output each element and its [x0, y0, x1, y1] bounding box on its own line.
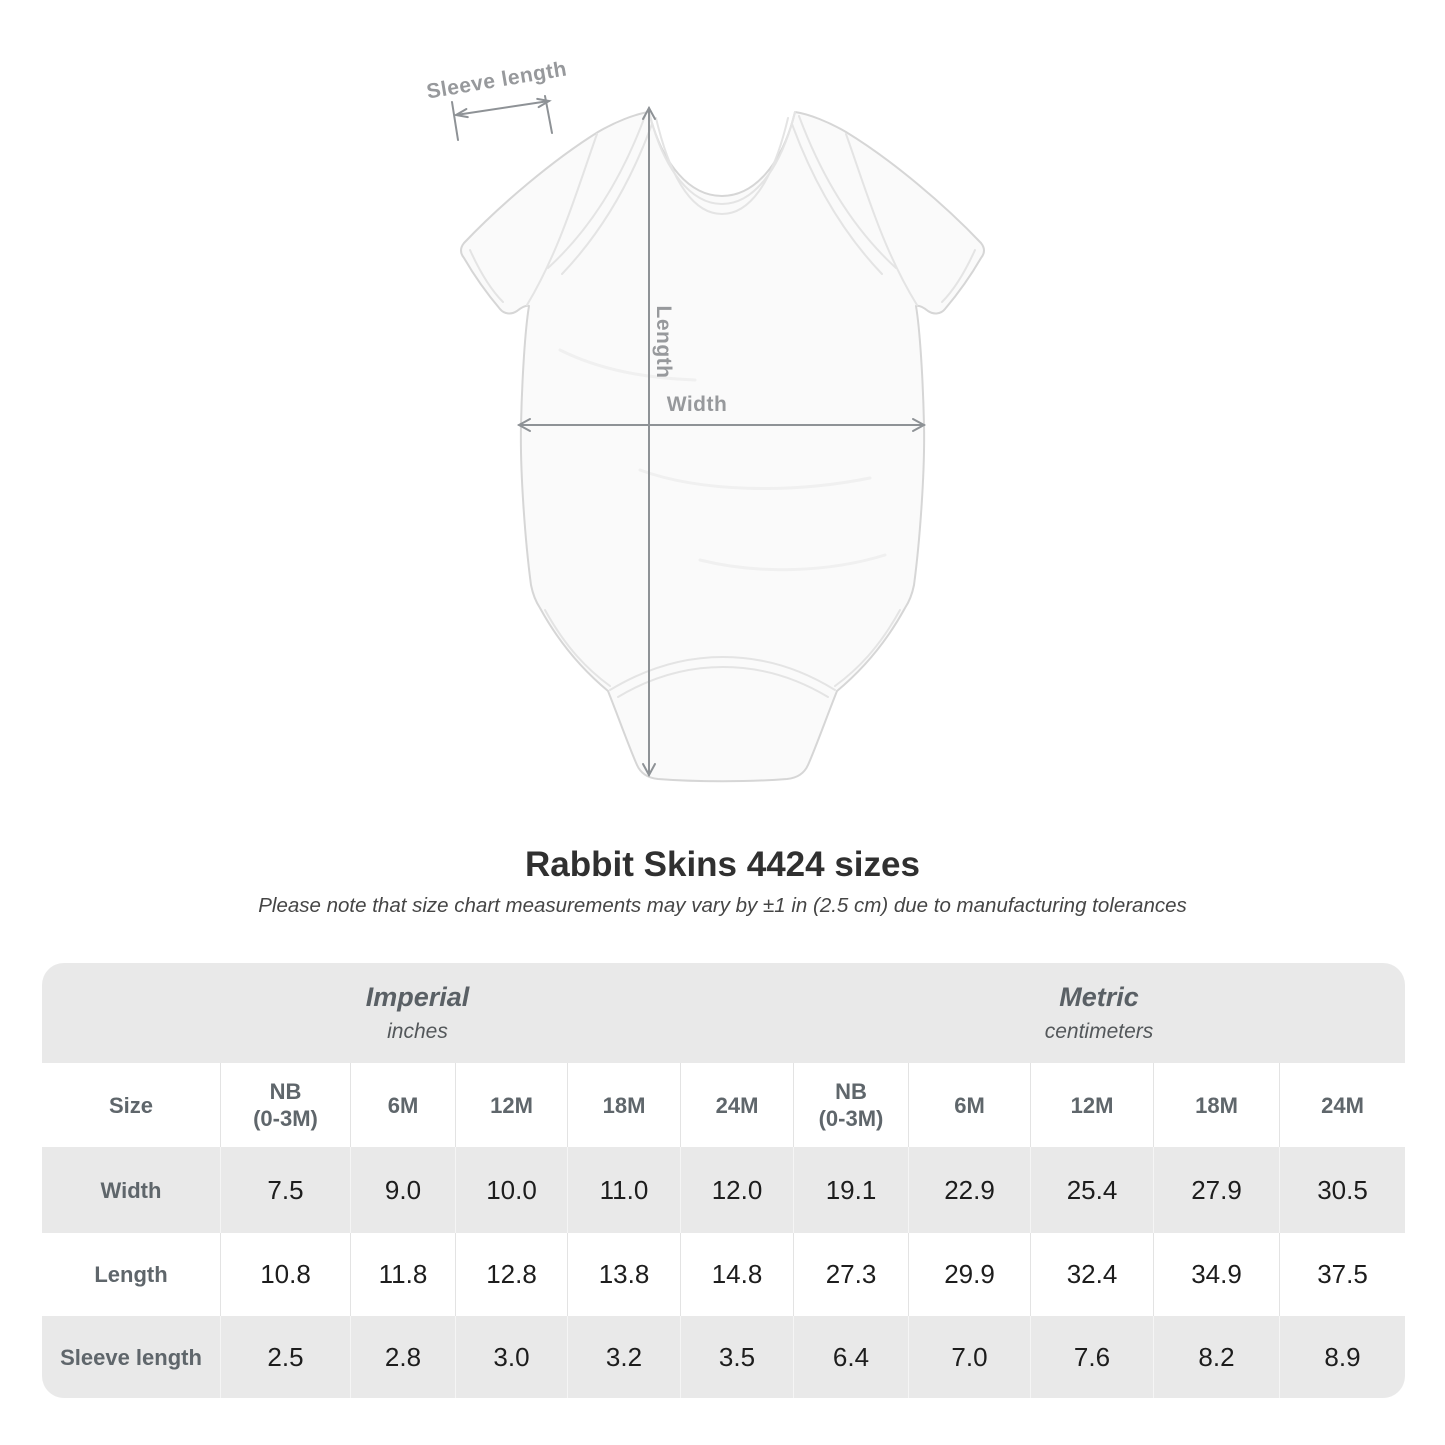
sleeve-metric-6m — [908, 1316, 1030, 1398]
table-value: 7.6 — [1073, 1341, 1111, 1372]
table-value: 8.2 — [1198, 1341, 1235, 1372]
table-value: 2.5 — [267, 1341, 304, 1372]
length-imperial-18m — [567, 1233, 680, 1316]
metric-group-header — [793, 963, 1405, 1063]
metric-label: Metric — [1059, 982, 1139, 1012]
row-label-sleeve-length — [42, 1316, 220, 1398]
size-table — [42, 963, 1405, 1398]
row-label: Sleeve length — [60, 1344, 202, 1370]
table-value: 7.0 — [951, 1341, 988, 1372]
metric-unit: centimeters — [1044, 1020, 1154, 1043]
width-imperial-18m — [567, 1147, 680, 1233]
column-header-sublabel: (0-3M) — [253, 1106, 318, 1131]
table-value: 14.8 — [711, 1259, 763, 1289]
imperial-unit: inches — [387, 1020, 448, 1043]
onesie-outline — [461, 112, 984, 781]
row-label: Length — [94, 1262, 168, 1287]
column-header-metric-6m — [908, 1063, 1030, 1147]
length-metric-nb — [793, 1233, 908, 1316]
column-header-label: 24M — [1321, 1092, 1364, 1118]
width-imperial-24m — [680, 1147, 793, 1233]
size-header-cell — [42, 1063, 220, 1147]
column-header-metric-24m — [1279, 1063, 1405, 1147]
width-metric-18m — [1153, 1147, 1279, 1233]
table-value: 10.8 — [260, 1259, 311, 1289]
length-imperial-nb — [220, 1233, 350, 1316]
column-header-label: NB — [269, 1079, 302, 1104]
column-header-imperial-nb — [220, 1063, 350, 1147]
table-value: 9.0 — [384, 1174, 422, 1205]
width-imperial-12m — [455, 1147, 567, 1233]
length-label: Length — [652, 305, 675, 379]
length-metric-12m — [1030, 1233, 1153, 1316]
size-header-label: Size — [108, 1092, 154, 1118]
column-header-label: 24M — [715, 1092, 759, 1118]
column-header-metric-nb — [793, 1063, 908, 1147]
width-metric-24m — [1279, 1147, 1405, 1233]
table-value: 6.4 — [832, 1341, 870, 1372]
width-imperial-nb — [220, 1147, 350, 1233]
table-value: 32.4 — [1066, 1259, 1118, 1289]
width-label: Width — [666, 393, 728, 416]
column-header-label: 18M — [602, 1092, 646, 1118]
table-value: 11.8 — [378, 1259, 428, 1289]
column-header-imperial-18m — [567, 1063, 680, 1147]
column-header-metric-18m — [1153, 1063, 1279, 1147]
table-value: 34.9 — [1191, 1259, 1242, 1289]
column-header-label: 6M — [954, 1092, 985, 1118]
row-label: Width — [100, 1177, 162, 1203]
width-metric-12m — [1030, 1147, 1153, 1233]
table-value: 30.5 — [1317, 1174, 1368, 1205]
sleeve-imperial-6m — [350, 1316, 455, 1398]
column-header-label: 12M — [490, 1092, 533, 1118]
table-value: 12.8 — [486, 1259, 537, 1289]
table-value: 29.9 — [944, 1259, 995, 1289]
table-value: 12.0 — [711, 1174, 763, 1205]
imperial-label: Imperial — [365, 982, 470, 1012]
column-header-sublabel: (0-3M) — [818, 1106, 884, 1131]
width-metric-6m — [908, 1147, 1030, 1233]
imperial-group-header — [42, 963, 793, 1063]
column-header-imperial-12m — [455, 1063, 567, 1147]
column-header-imperial-6m — [350, 1063, 455, 1147]
sleeve-imperial-18m — [567, 1316, 680, 1398]
sleeve-extension-tick-left — [452, 102, 458, 140]
length-imperial-6m — [350, 1233, 455, 1316]
column-header-imperial-24m — [680, 1063, 793, 1147]
table-value: 3.2 — [605, 1341, 643, 1372]
column-header-metric-12m — [1030, 1063, 1153, 1147]
page-subtitle: Please note that size chart measurements may vary by ±1 in (2.5 cm) due to manufacturing tolerances — [258, 894, 1187, 917]
table-value: 2.8 — [384, 1341, 422, 1372]
sleeve-metric-24m — [1279, 1316, 1405, 1398]
table-value: 3.0 — [493, 1341, 530, 1372]
length-metric-18m — [1153, 1233, 1279, 1316]
table-value: 8.9 — [1324, 1341, 1361, 1372]
table-value: 27.9 — [1191, 1174, 1242, 1205]
row-label-width — [42, 1147, 220, 1233]
table-value: 25.4 — [1066, 1174, 1118, 1205]
row-label-length — [42, 1233, 220, 1316]
page-title: Rabbit Skins 4424 sizes — [525, 845, 920, 884]
sleeve-imperial-24m — [680, 1316, 793, 1398]
table-value: 3.5 — [718, 1341, 756, 1372]
width-metric-nb — [793, 1147, 908, 1233]
sleeve-metric-18m — [1153, 1316, 1279, 1398]
length-metric-6m — [908, 1233, 1030, 1316]
table-value: 7.5 — [267, 1174, 304, 1205]
table-value: 10.0 — [486, 1174, 537, 1205]
column-header-label: 18M — [1195, 1092, 1238, 1118]
sleeve-imperial-12m — [455, 1316, 567, 1398]
sleeve-length-label: Sleeve length — [424, 57, 569, 104]
table-value: 19.1 — [825, 1174, 877, 1205]
table-value: 11.0 — [599, 1174, 649, 1205]
length-metric-24m — [1279, 1233, 1405, 1316]
sleeve-metric-nb — [793, 1316, 908, 1398]
table-value: 22.9 — [944, 1174, 995, 1205]
column-header-label: 12M — [1070, 1092, 1114, 1118]
sleeve-metric-12m — [1030, 1316, 1153, 1398]
column-header-label: 6M — [387, 1092, 419, 1118]
sleeve-imperial-nb — [220, 1316, 350, 1398]
table-value: 37.5 — [1317, 1259, 1368, 1289]
sleeve-arrow — [456, 101, 549, 115]
column-header-label: NB — [835, 1079, 867, 1104]
length-imperial-12m — [455, 1233, 567, 1316]
table-value: 13.8 — [598, 1259, 650, 1289]
length-imperial-24m — [680, 1233, 793, 1316]
width-imperial-6m — [350, 1147, 455, 1233]
table-value: 27.3 — [825, 1259, 877, 1289]
